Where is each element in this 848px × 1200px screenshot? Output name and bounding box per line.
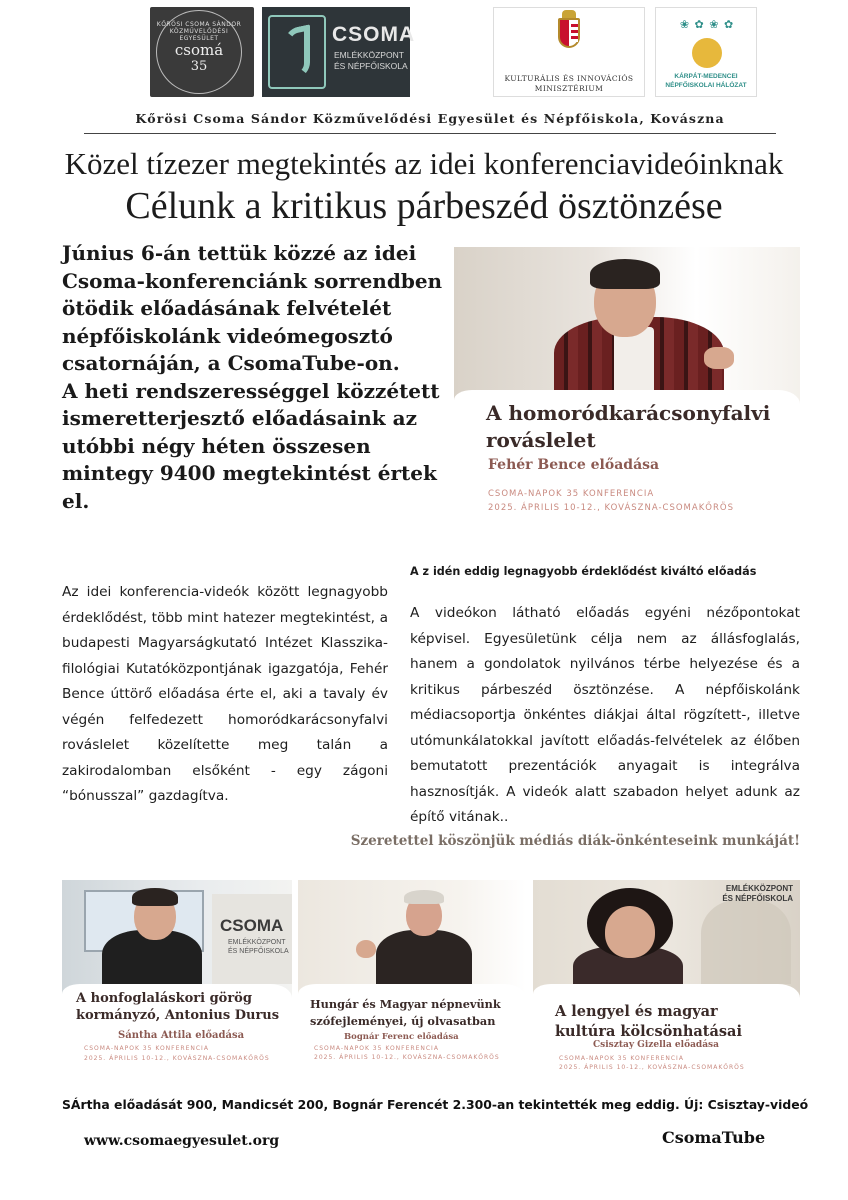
video-conference: CSOMA-NAPOK 35 KONFERENCIA 2025. ÁPRILIS 10-12., KOVÁSZNA-CSOMAKŐRÖS (559, 1055, 745, 1071)
video-title: A honfoglaláskori görög kormányzó, Antonius Durus (76, 991, 280, 1023)
headline-secondary: Célunk a kritikus párbeszéd ösztönzése (125, 185, 723, 227)
video-speaker: Bognár Ferenc előadása (344, 1032, 459, 1042)
video-speaker: Sántha Attila előadása (118, 1030, 245, 1041)
views-summary: SÁrtha előadását 900, Mandicsét 200, Bognár Ferencét 2.300-an tekintették meg eddig. Új: Csisztay-videó (62, 1097, 809, 1112)
lead-paragraph-1: Június 6-án tettük közzé az idei Csoma-konferenciánk sorrendben ötödik előadásának felvételét népfőiskolánk videómegosztó csatornáján, a CsomaTube-on. (62, 241, 443, 375)
floral-ornament-icon: ❀ ✿ ❀ ✿ (679, 18, 735, 31)
headline-primary: Közel tízezer megtekintés az idei konferenciavideóinknak (64, 146, 784, 181)
featured-video-conference: CSOMA-NAPOK 35 KONFERENCIA 2025. ÁPRILIS 10-12., KOVÁSZNA-CSOMAKŐRÖS (488, 489, 734, 513)
video-thumbnail-santha[interactable] (62, 880, 292, 1090)
karpat-logo (655, 7, 757, 97)
video-title: A lengyel és magyar kultúra kölcsönhatásai (555, 1003, 742, 1040)
egyesulet-logo (150, 7, 254, 97)
ministry-logo (493, 7, 645, 97)
csoma-s-icon (268, 15, 326, 89)
organization-line: Kőrösi Csoma Sándor Közművelődési Egyesület és Népfőiskola, Kovászna (135, 111, 725, 126)
video-conference: CSOMA-NAPOK 35 KONFERENCIA 2025. ÁPRILIS 10-12., KOVÁSZNA-CSOMAKŐRÖS (314, 1045, 500, 1061)
lead-paragraph (62, 240, 444, 515)
video-speaker: Csisztay Gizella előadása (593, 1040, 719, 1050)
lead-paragraph-2: A heti rendszerességgel közzétett ismeretterjesztő előadásaink az utóbbi négy héten összesen mintegy 9400 megtekintést értek el. (62, 378, 440, 513)
thanks-line: Szeretettel köszönjük médiás diák-önkénteseink munkáját! (350, 833, 800, 849)
featured-video-title: A homoródkarácsonyfalvi rováslelet (486, 401, 771, 452)
featured-video-caption: A z idén eddig legnagyobb érdeklődést kiváltó előadás (410, 565, 757, 578)
body-text-right: A videókon látható előadás egyéni nézőpontokat képvisel. Egyesületünk célja nem az állásfoglalás, hanem a gondolatok nyilvános térbe helyezése és a kritikus párbeszéd ösztönzése. A népfőiskolánk médiacsoportja önkéntes diákjai által rögzített-, illetve utómunkálatokkal javított előadás-felvételek az élőben bemutatott prezentációk anyagait is integrálva hasznosítják. A videók alatt szabadon helyet adunk az építő vitának.. (410, 605, 800, 825)
csomatube-link[interactable]: CsomaTube (662, 1128, 766, 1147)
logo-mark: csomá (174, 41, 224, 59)
csoma-logo-subtitle: EMLÉKKÖZPONT ÉS NÉPFŐISKOLA (334, 50, 408, 71)
speaker-figure (544, 257, 744, 397)
banner-text: EMLÉKKÖZPONT ÉS NÉPFŐISKOLA (722, 884, 793, 903)
portrait-backdrop (701, 900, 791, 984)
logo-ring-text: KŐRÖSI CSOMA SÁNDOR KÖZMŰVELŐDÉSI EGYESÜLET (156, 21, 242, 42)
website-link[interactable]: www.csomaegyesulet.org (84, 1133, 280, 1149)
logo-number: 35 (190, 59, 208, 74)
banner-subtext: EMLÉKKÖZPONT ÉS NÉPFŐISKOLA (228, 939, 289, 955)
video-conference: CSOMA-NAPOK 35 KONFERENCIA 2025. ÁPRILIS 10-12., KOVÁSZNA-CSOMAKŐRÖS (84, 1045, 270, 1062)
featured-video-speaker: Fehér Bence előadása (488, 457, 660, 473)
ministry-name: KULTURÁLIS ÉS INNOVÁCIÓS MINISZTÉRIUM (504, 74, 634, 93)
video-thumbnail-bognar[interactable] (298, 880, 526, 1090)
header-divider (84, 133, 776, 134)
video-title: Hungár és Magyar népnevünk szófejleményei, új olvasatban (310, 997, 501, 1028)
csoma-logo-name: CSOMA (332, 23, 416, 46)
flower-icon (692, 38, 722, 68)
banner-text: CSOMA (220, 916, 284, 935)
featured-video-thumbnail[interactable] (454, 247, 800, 554)
body-text-left: Az idei konferencia-videók között legnagyobb érdeklődést, több mint hatezer megtekintést, a budapesti Magyarságkutató Intézet Klasszika-filológiai Kutatóközpontjának igazgatója, Fehér Bence úttörő előadása érte el, aki a tavaly év végén felfedezett homoródkarácsonyfalvi rováslelet közelítette meg talán a zakirodalomban elsőként - egy zágoni “bónusszal” gazdagítva. (62, 584, 388, 804)
csoma-logo (262, 7, 416, 97)
video-thumbnail-csisztay[interactable] (533, 880, 800, 1090)
hungarian-crest-icon (558, 18, 580, 48)
karpat-name: KÁRPÁT-MEDENCEI NÉPFŐISKOLAI HÁLÓZAT (665, 73, 747, 89)
